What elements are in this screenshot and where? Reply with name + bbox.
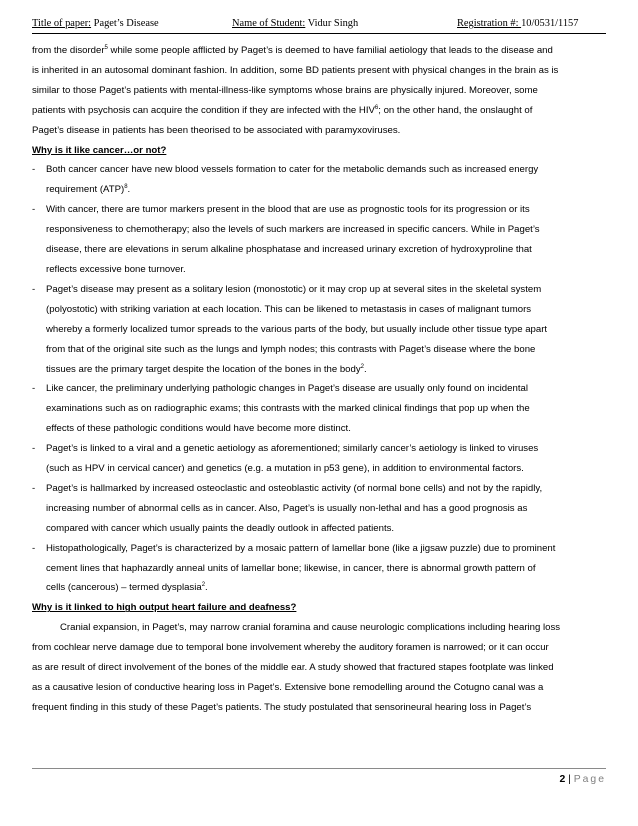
text-segment: With cancer, there are tumor markers present in the blood that are use as prognostic tools for its progression or its [46, 204, 530, 216]
text-line [46, 300, 620, 320]
text-line [46, 519, 620, 539]
text-line [32, 41, 620, 61]
text-line [46, 180, 620, 200]
text-segment: patients with psychosis can acquire the condition if they are infected with the HIV [32, 104, 375, 116]
text-line [46, 539, 620, 559]
citation-ref: 2 [201, 582, 206, 589]
text-line: as a causative lesion of conductive hearing loss in Paget’s. Extensive bone remodelling around the Cotugno canal was a [32, 682, 544, 693]
list-item [32, 280, 620, 380]
text-segment: . [364, 363, 367, 375]
text-segment: reflects excessive bone turnover. [46, 263, 186, 275]
text-line [46, 340, 620, 360]
text-segment: examinations such as on radiographic exams; this contrasts with the marked clinical findings that pop up when the [46, 403, 530, 415]
text-line [46, 479, 620, 499]
text-segment: while some people afflicted by Paget’s is deemed to have familial aetiology that leads to the disease and [107, 45, 553, 56]
text-segment: . [205, 582, 208, 594]
citation-ref: 2 [360, 363, 364, 370]
citation-ref: 5 [104, 44, 108, 51]
bullet-dash: - [32, 204, 36, 216]
bullet-dash: - [32, 482, 36, 494]
cancer-comparison-list [32, 160, 620, 598]
citation-ref: 8 [124, 184, 128, 191]
text-line [46, 578, 620, 598]
citation-ref: 6 [374, 104, 379, 111]
bullet-dash: - [32, 283, 36, 295]
text-segment: Both cancer cancer have new blood vessels formation to cater for the metabolic demands such as increased energy [46, 164, 539, 176]
text-segment: effects of these pathologic conditions would have become more distinct. [46, 423, 351, 435]
student-name: Name of Student: Vidur Singh [232, 18, 359, 29]
bullet-dash: - [32, 443, 36, 455]
text-segment: Paget’s is hallmarked by increased osteoclastic and osteoblastic activity (of normal bone cells) and not by the rapidly, [46, 482, 543, 494]
text-segment: (such as HPV in cervical cancer) and genetics (e.g. a mutation in p53 gene), in addition to environmental factors. [46, 463, 524, 475]
registration-number: Registration #: 10/0531/1157 [457, 18, 579, 29]
text-line [46, 260, 620, 280]
text-line [46, 240, 620, 260]
text-line [46, 280, 620, 300]
text-segment: disease, there are elevations in serum alkaline phosphatase and increased urinary excretion of hydroxyproline that [46, 244, 532, 256]
text-line [32, 101, 620, 121]
text-segment: responsiveness to chemotherapy; also the levels of such markers are increased in specific cancers. While in Paget’s [46, 224, 540, 236]
page-number: 2 | Page [559, 774, 606, 785]
text-segment: Histopathologically, Paget’s is characterized by a mosaic pattern of lamellar bone (like a jigsaw puzzle) due to prominent [46, 542, 556, 554]
text-line [32, 61, 620, 81]
bullet-dash: - [32, 542, 36, 554]
heart-deafness-paragraph [32, 618, 620, 718]
text-segment: Like cancer, the preliminary underlying pathologic changes in Paget’s disease are usually only found on incidental [46, 383, 528, 395]
intro-paragraph [32, 41, 620, 141]
text-line [46, 200, 620, 220]
section-heading-cancer: Why is it like cancer…or not? [32, 144, 167, 156]
text-segment: cement lines that haphazardly anneal units of lamellar bone; likewise, in cancer, there is abnormal growth pattern of [46, 562, 536, 574]
text-line: frequent finding in this study of these Paget’s patients. The study postulated that sensorineural hearing loss in Paget’s [32, 701, 532, 713]
text-line: from cochlear nerve damage due to temporal bone involvement whereby the auditory foramen is narrowed; or it can occur [32, 642, 549, 654]
list-item [32, 160, 620, 200]
text-line [46, 439, 620, 459]
text-line [32, 81, 620, 101]
text-segment: from that of the original site such as the lungs and lymph nodes; this contrasts with Paget’s disease where the bone [46, 343, 536, 355]
text-segment: . [127, 184, 131, 196]
bullet-dash: - [32, 383, 36, 395]
text-segment: cells (cancerous) – termed dysplasia [46, 582, 202, 594]
text-segment: requirement (ATP) [46, 184, 125, 196]
text-segment: whereby a formerly localized tumor spreads to the various parts of the body, but usually include other tissue type apart [46, 323, 548, 335]
text-line: as are result of direct involvement of the bones of the middle ear. A study showed that fractured stapes footplate was linked [32, 662, 554, 674]
text-segment: tissues are the primary target despite the location of the bones in the body [46, 363, 361, 375]
text-segment: Paget’s disease in patients has been theorised to be associated with paramyxoviruses. [32, 124, 401, 136]
list-item [32, 479, 620, 539]
text-line [46, 379, 620, 399]
text-line [46, 459, 620, 479]
text-segment: ; on the other hand, the onslaught of [378, 104, 533, 116]
text-line: Cranial expansion, in Paget’s, may narrow cranial foramina and cause neurologic complications including hearing loss [60, 622, 561, 634]
text-segment: similar to those Paget’s patients with mental-illness-like symptoms whose brains are physically injured. Moreover, some [32, 84, 538, 96]
list-item [32, 439, 620, 479]
text-line [46, 399, 620, 419]
paper-title: Title of paper: Paget’s Disease [32, 18, 159, 29]
document-body [32, 41, 620, 718]
text-segment: compared with cancer which usually paints the deadly outlook in affected patients. [46, 522, 395, 534]
page-header [32, 14, 606, 34]
list-item [32, 200, 620, 280]
text-line [46, 160, 620, 180]
text-segment: is inherited in an autosomal dominant fashion. In addition, some BD patients present with physical changes in the brain as is [32, 64, 559, 76]
section-heading-heart-deafness: Why is it linked to high output heart failure and deafness? [32, 602, 297, 614]
text-segment: increasing number of abnormal cells as in cancer. Also, Paget’s is usually non-lethal and has a good prognosis as [46, 502, 528, 514]
page-footer [32, 768, 606, 785]
text-segment: Paget’s disease may present as a solitary lesion (monostotic) or it may crop up at several sites in the skeletal system [46, 283, 542, 295]
text-segment: Paget’s is linked to a viral and a genetic aetiology as aforementioned; similarly cancer’s aetiology is linked to viruses [46, 443, 539, 455]
text-line [32, 121, 620, 141]
text-line [46, 499, 620, 519]
text-line [46, 360, 620, 380]
text-line [46, 320, 620, 340]
bullet-dash: - [32, 164, 36, 176]
text-line [46, 419, 620, 439]
text-segment: (polyostotic) with striking variation at each location. This can be likened to metastasis in cases of malignant tumors [46, 303, 532, 315]
text-line [46, 220, 620, 240]
list-item [32, 379, 620, 439]
list-item [32, 539, 620, 599]
text-segment: from the disorder [32, 45, 105, 56]
text-line [46, 559, 620, 579]
